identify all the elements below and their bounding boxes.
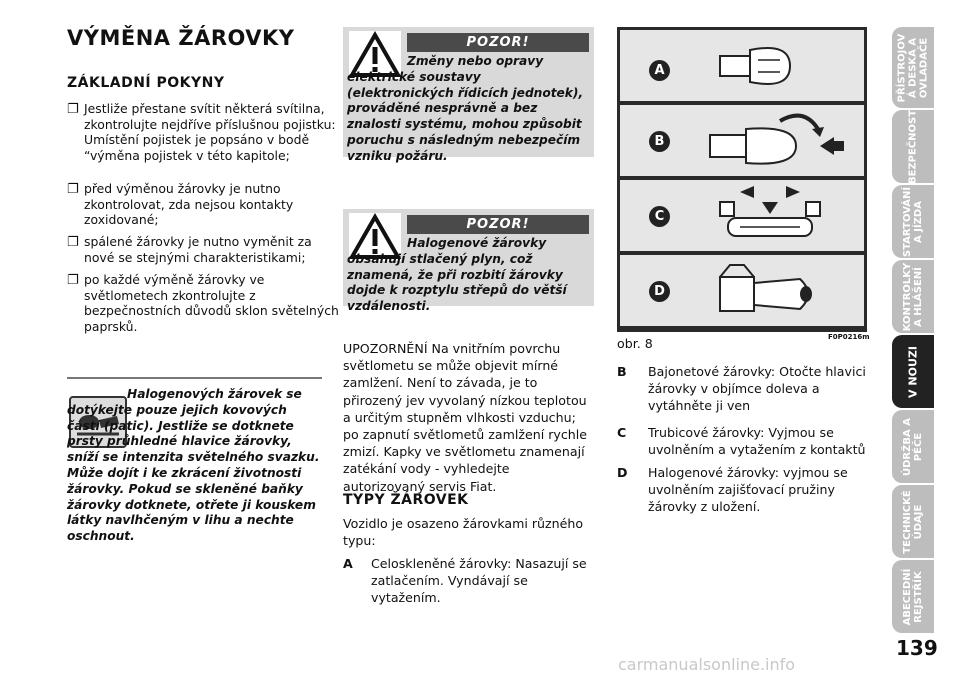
figure-label: C <box>649 206 670 227</box>
tab-kontrolky[interactable]: KONTROLKY A HLÁŠENÍ <box>892 260 934 333</box>
bulb-festoon-icon <box>700 182 860 248</box>
list-item <box>617 424 869 458</box>
list-item-text: Jestliže přestane svítit některá svítilna, zkontrolujte nejdříve příslušnou pojistku: Umístění pojistek je popsáno v bodě “výměna pojistek v této kapitole; <box>84 101 336 163</box>
list-item <box>343 555 593 606</box>
figure-label: A <box>649 60 670 81</box>
list-item <box>617 464 869 515</box>
warning-box <box>343 209 594 314</box>
list-item <box>67 234 339 265</box>
warning-text: Změny nebo opravy elektrické soustavy (elektronických řídicích jednotek), prováděné nesprávně a bez znalosti systému, mohou způsobit poruchu s následným nebezpečím vzniku požáru. <box>347 54 584 163</box>
figure-label: D <box>649 281 670 302</box>
figure-panel <box>620 105 864 176</box>
item-letter: A <box>343 556 353 571</box>
list-item <box>67 272 339 334</box>
divider <box>67 377 322 379</box>
bulb-bayonet-icon <box>700 107 860 173</box>
tab-udrzba[interactable]: ÚDRŽBA A PÉČE <box>892 410 934 483</box>
item-letter: C <box>617 425 627 440</box>
item-letter: B <box>617 364 627 379</box>
item-text: Celoskleněné žárovky: Nasazují se zatlačením. Vyndávají se vytažením. <box>371 556 587 605</box>
list-item <box>617 363 869 414</box>
warning-text: Halogenové žárovky obsahují stlačený plyn, což znamená, že při rozbití žárovky dojde k rozptylu střepů do větší vzdálenosti. <box>347 236 567 314</box>
list-item <box>67 181 339 228</box>
bulb-wedge-icon <box>700 36 840 96</box>
tab-pristrojova-deska[interactable]: PŘÍSTROJOV Á DESKA A OVLADAČE <box>892 27 934 108</box>
notice-paragraph: UPOZORNĚNÍ Na vnitřním povrchu světlometu se může objevit mírné zamlžení. Není to závada, je to přirozený jev vyvolaný nízkou teplotou a určitým stupněm vlhkosti vzduchu; po zapnutí světlometů zamlžení rychle zmizí. Kapky ve světlometu znamenají zatékání vody - vyhledejte autorizovaný servis Fiat. <box>343 341 587 494</box>
figure-code: F0P0216m <box>828 333 870 341</box>
checkbox-icon: ❐ <box>67 235 79 250</box>
types-intro: Vozidlo je osazeno žárovkami různého typu: <box>343 516 584 549</box>
warning-tab: POZOR! <box>407 33 589 52</box>
watermark: carmanualsonline.info <box>618 655 796 674</box>
checkbox-icon: ❐ <box>67 102 79 117</box>
figure-label: B <box>649 131 670 152</box>
figure-panel <box>620 255 864 326</box>
warning-box <box>343 27 594 163</box>
page-title: VÝMĚNA ŽÁROVKY <box>67 26 295 50</box>
bulb-figure <box>617 27 867 332</box>
list-item-text: před výměnou žárovky je nutno zkontrolovat, zda nejsou kontakty zoxidované; <box>84 181 294 228</box>
note-box <box>67 382 322 542</box>
types-heading: TYPY ŽÁROVEK <box>343 492 469 508</box>
tab-bezpecnost[interactable]: BEZPEČNOST <box>892 110 934 183</box>
checkbox-icon: ❐ <box>67 182 79 197</box>
note-text: Halogenových žárovek se dotýkejte pouze jejich kovových částí (patic). Jestliže se dotknete prsty průhledné hlavice žárovky, sníží se intenzita světelného svazku. Může dojít i ke zkrácení životnosti žárovky. Pokud se skleněné baňky žárovky dotknete, otřete ji kouskem látky navlhčeným v lihu a nechte oschnout. <box>67 387 320 544</box>
list-item-text: po každé výměně žárovky ve světlometech zkontrolujte z bezpečnostních důvodů sklon světelných paprsků. <box>84 272 339 334</box>
checkbox-icon: ❐ <box>67 273 79 288</box>
item-text: Halogenové žárovky: vyjmou se uvolněním zajišťovací pružiny žárovky z uložení. <box>648 465 848 514</box>
tab-startovani[interactable]: STARTOVÁNÍ A JÍZDA <box>892 185 934 258</box>
basic-heading: ZÁKLADNÍ POKYNY <box>67 75 225 91</box>
figure-panel <box>620 30 864 101</box>
tab-technicke-udaje[interactable]: TECHNICKÉ ÚDAJE <box>892 485 934 558</box>
list-item-text: spálené žárovky je nutno vyměnit za nové se stejnými charakteristikami; <box>84 234 312 265</box>
item-text: Bajonetové žárovky: Otočte hlavici žárovky v objímce doleva a vytáhněte ji ven <box>648 364 866 413</box>
item-text: Trubicové žárovky: Vyjmou se uvolněním a vytažením z kontaktů <box>648 425 866 457</box>
tab-v-nouzi[interactable]: V NOUZI <box>892 335 934 408</box>
page-number: 139 <box>896 636 938 660</box>
tab-abecedni-rejstrik[interactable]: ABECEDNÍ REJSTŘÍK <box>892 560 934 633</box>
figure-caption: obr. 8 <box>617 336 653 351</box>
list-item <box>67 101 339 163</box>
item-letter: D <box>617 465 628 480</box>
warning-tab: POZOR! <box>407 215 589 234</box>
bulb-halogen-icon <box>700 257 860 323</box>
figure-panel <box>620 180 864 251</box>
